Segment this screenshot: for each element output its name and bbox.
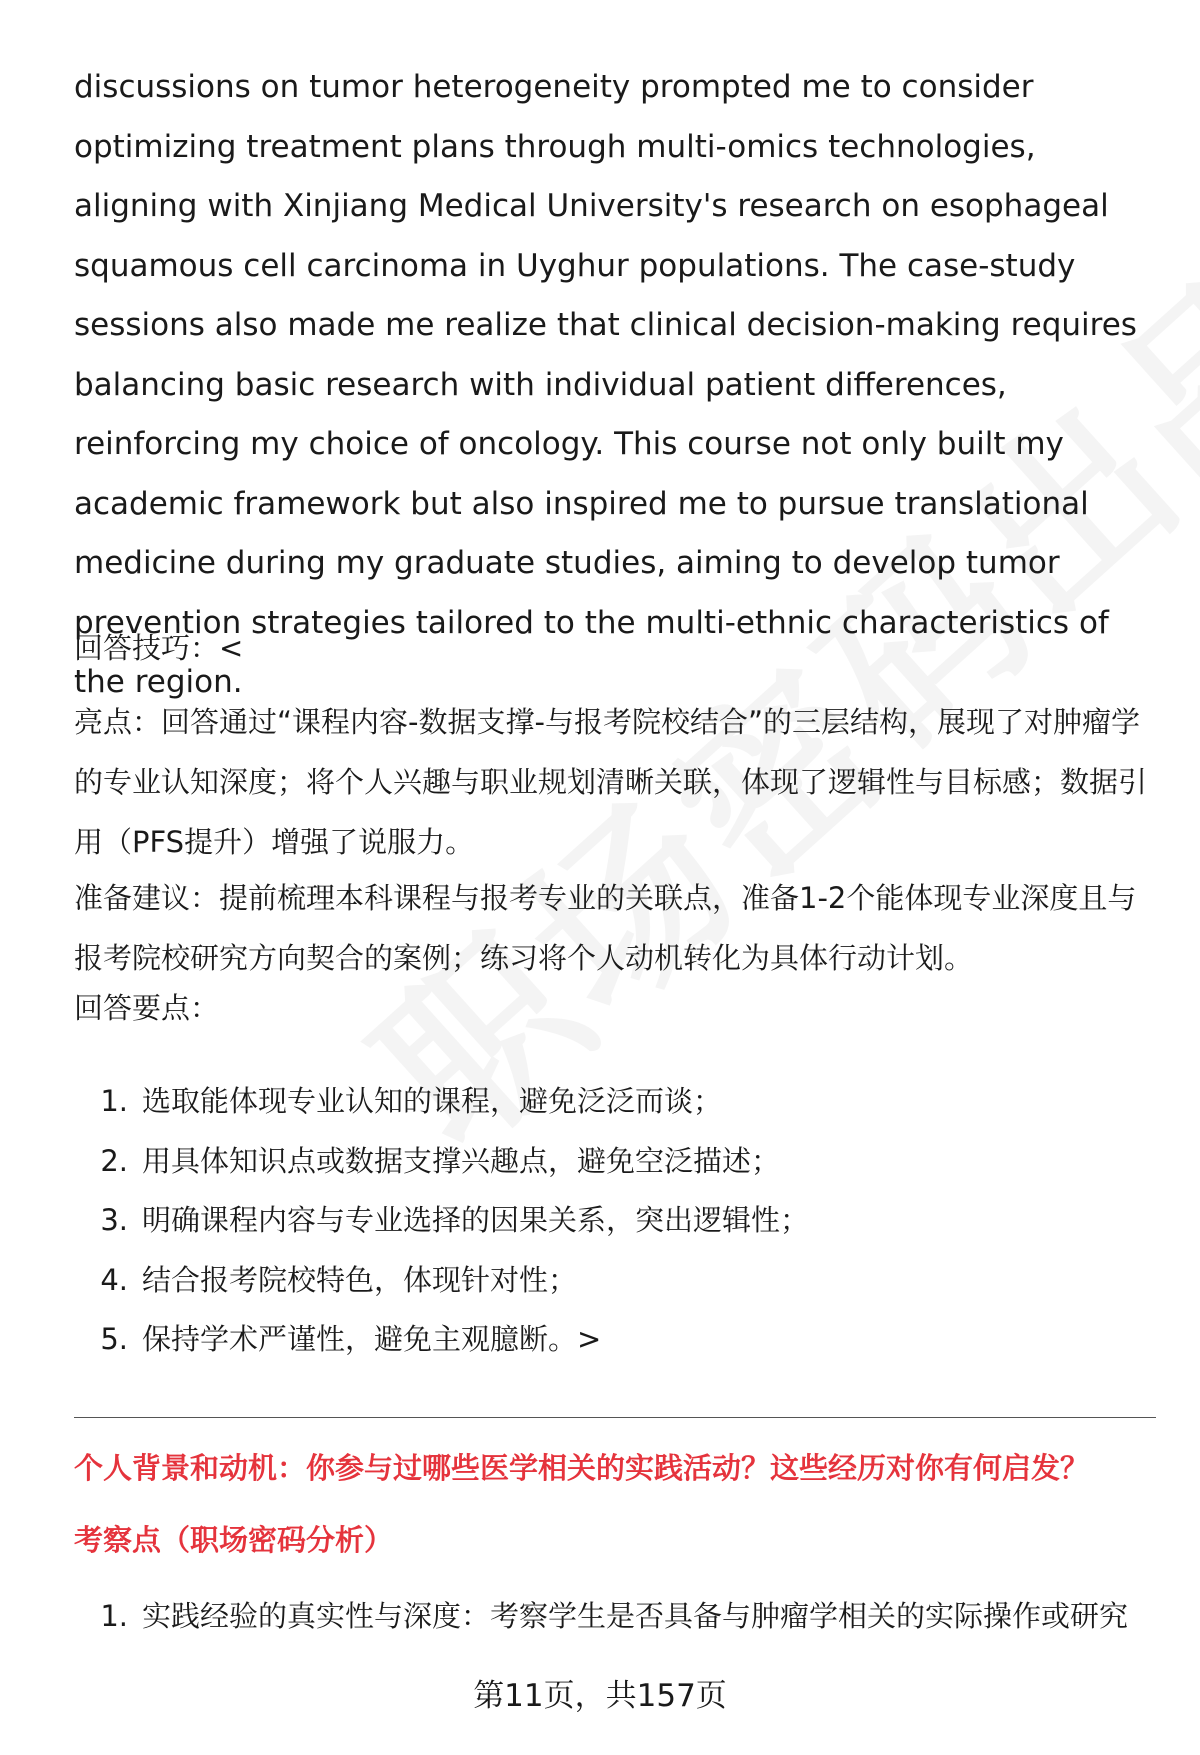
list-text: 实践经验的真实性与深度：考察学生是否具备与肿瘤学相关的实际操作或研究 bbox=[142, 1599, 1129, 1633]
points-title: 回答要点： bbox=[74, 991, 220, 1025]
tips-title: 回答技巧：< bbox=[74, 631, 244, 665]
list-item bbox=[74, 1251, 1154, 1311]
body-paragraph: discussions on tumor heterogeneity prompted me to consider optimizing treatment plans through multi-omics technologies, aligning with Xinjiang Medical University's research on esophageal squamous cell carcinoma in Uyghur populations. The case-study sessions also made me realize that clinical decision-making requires balancing basic research with individual patient differences, reinforcing my choice of oncology. This course not only built my academic framework but also inspired me to pursue translational medicine during my graduate studies, aiming to develop tumor prevention strategies tailored to the multi-ethnic characteristics of the region. bbox=[74, 69, 1137, 700]
highlight-text: 亮点：回答通过“课程内容-数据支撑-与报考院校结合”的三层结构，展现了对肿瘤学的专业认知深度；将个人兴趣与职业规划清晰关联，体现了逻辑性与目标感；数据引用（PFS提升）增强了说服力。 bbox=[74, 705, 1148, 859]
list-text: 用具体知识点或数据支撑兴趣点，避免空泛描述； bbox=[142, 1143, 781, 1178]
list-text: 选取能体现专业认知的课程，避免泛泛而谈； bbox=[142, 1084, 723, 1118]
list-item bbox=[74, 1132, 1154, 1192]
list-number: 3. bbox=[100, 1203, 128, 1237]
advice-text: 准备建议：提前梳理本科课程与报考专业的关联点，准备1-2个能体现专业深度且与报考院校研究方向契合的案例；练习将个人动机转化为具体行动计划。 bbox=[74, 881, 1137, 975]
list-text: 结合报考院校特色，体现针对性； bbox=[142, 1262, 578, 1297]
list-number: 5. bbox=[100, 1322, 128, 1356]
list-item bbox=[74, 1310, 1154, 1370]
list-item bbox=[74, 1191, 1154, 1251]
list-text: 保持学术严谨性，避免主观臆断。> bbox=[142, 1322, 602, 1356]
question-subtitle: 考察点（职场密码分析） bbox=[74, 1523, 394, 1557]
list-number: 1. bbox=[100, 1084, 128, 1118]
answer-points-list bbox=[74, 1072, 1154, 1370]
page-footer: 第11页，共157页 bbox=[473, 1678, 727, 1714]
list-number: 1. bbox=[100, 1599, 128, 1633]
section-divider bbox=[74, 1417, 1156, 1418]
list-item bbox=[74, 1591, 1164, 1641]
list-item bbox=[74, 1072, 1154, 1132]
list-number: 2. bbox=[100, 1143, 128, 1178]
exam-points-list bbox=[74, 1591, 1164, 1641]
list-number: 4. bbox=[100, 1262, 128, 1297]
list-text: 明确课程内容与专业选择的因果关系，突出逻辑性； bbox=[142, 1203, 810, 1237]
question-title: 个人背景和动机：你参与过哪些医学相关的实践活动？这些经历对你有何启发？ bbox=[74, 1451, 1090, 1485]
